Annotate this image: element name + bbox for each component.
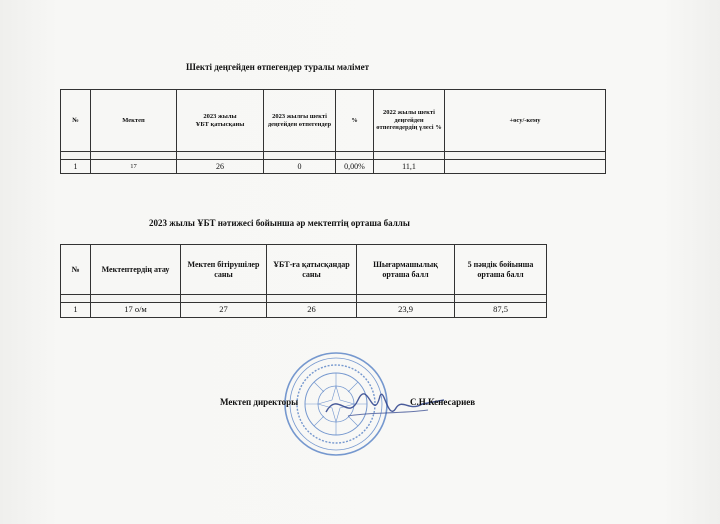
cell-number: 1 xyxy=(61,303,91,318)
header-ubt-participants: 2023 жылы ҰБТ қатысқаны xyxy=(177,90,264,152)
header-number: № xyxy=(61,90,91,152)
table-row xyxy=(61,160,606,174)
cell-creative-avg: 23,9 xyxy=(357,303,455,318)
header-percent: % xyxy=(336,90,374,152)
header-creative-avg: Шығармашылық орташа балл xyxy=(357,245,455,295)
header-failed-2023: 2023 жылғы шекті деңгейден өтпегендер xyxy=(264,90,336,152)
header-five-subject-avg: 5 пәндік бойынша орташа балл xyxy=(455,245,547,295)
table-row-empty xyxy=(61,152,606,160)
failed-threshold-table xyxy=(60,89,606,174)
cell-school: 17 xyxy=(91,160,177,174)
header-number: № xyxy=(61,245,91,295)
header-school: Мектеп xyxy=(91,90,177,152)
cell-participants: 26 xyxy=(267,303,357,318)
director-role-label: Мектеп директоры xyxy=(220,397,299,407)
cell-school-name: 17 о/м xyxy=(91,303,181,318)
table-row xyxy=(61,303,547,318)
director-signature xyxy=(318,382,448,432)
header-ubt-participants: ҰБТ-ға қатысқандар саны xyxy=(267,245,357,295)
table1-title: Шекті деңгейден өтпегендер туралы мәлімет xyxy=(186,62,370,72)
header-school-name: Мектептердің атау xyxy=(91,245,181,295)
average-score-table xyxy=(60,244,547,318)
cell-graduates: 27 xyxy=(181,303,267,318)
cell-share-2022: 11,1 xyxy=(374,160,445,174)
header-change: +өсу/-кему xyxy=(445,90,606,152)
table2-title: 2023 жылы ҰБТ нәтижесі бойынша әр мектептің орташа баллы xyxy=(149,218,410,228)
header-graduates: Мектеп бітірушілер саны xyxy=(181,245,267,295)
table-row-empty xyxy=(61,295,547,303)
cell-five-subject-avg: 87,5 xyxy=(455,303,547,318)
cell-participants: 26 xyxy=(177,160,264,174)
cell-failed: 0 xyxy=(264,160,336,174)
director-name: С.Н.Кенесариев xyxy=(410,397,476,407)
cell-change xyxy=(445,160,606,174)
cell-number: 1 xyxy=(61,160,91,174)
header-failed-share-2022: 2022 жылы шекті деңгейден өтпегендердің үлесі % xyxy=(374,90,445,152)
cell-percent: 0,00% xyxy=(336,160,374,174)
